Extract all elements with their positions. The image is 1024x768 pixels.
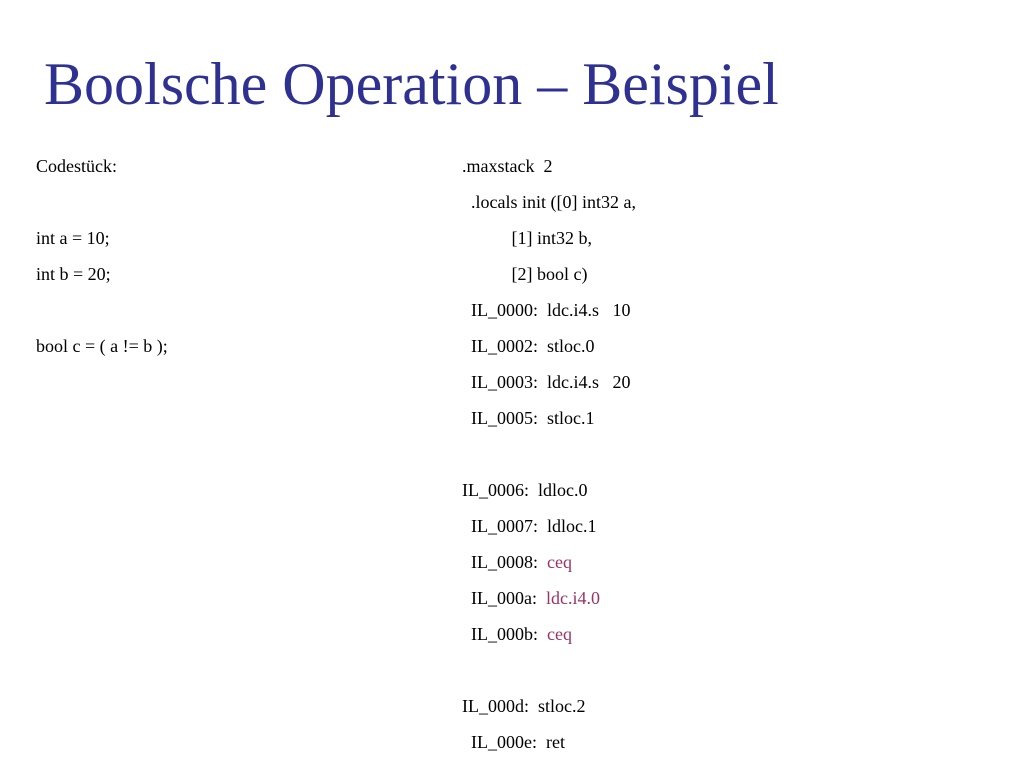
source-heading: Codestück: [36,156,117,176]
il-line-000b-label: IL_000b: [462,624,547,644]
blank-line [462,652,1002,688]
il-line-000a-label: IL_000a: [462,588,546,608]
il-line-0000: IL_0000: ldc.i4.s 10 [462,300,631,320]
il-line-0008-op: ceq [547,552,572,572]
blank-line [462,436,1002,472]
il-locals-2: [2] bool c) [462,264,588,284]
il-line-000a-op: ldc.i4.0 [545,588,600,608]
slide-title: Boolsche Operation – Beispiel [44,51,779,117]
source-code-column [36,148,436,364]
source-line-b: int b = 20; [36,264,111,284]
blank-line [36,184,436,220]
il-line-0008-label: IL_0008: [462,552,547,572]
il-line-000a [462,580,1002,616]
il-line-000d: IL_000d: stloc.2 [462,696,586,716]
il-code-column [462,148,1002,760]
il-line-000b-op: ceq [547,624,572,644]
il-locals-0: .locals init ([0] int32 a, [462,192,636,212]
il-line-0003: IL_0003: ldc.i4.s 20 [462,372,631,392]
il-line-0008 [462,544,1002,580]
il-maxstack: .maxstack 2 [462,156,553,176]
il-line-0006: IL_0006: ldloc.0 [462,480,588,500]
il-line-000b [462,616,1002,652]
il-line-000e: IL_000e: ret [462,732,565,752]
blank-line [36,292,436,328]
il-line-0002: IL_0002: stloc.0 [462,336,595,356]
source-line-a: int a = 10; [36,228,110,248]
il-line-0007: IL_0007: ldloc.1 [462,516,597,536]
source-line-c: bool c = ( a != b ); [36,336,168,356]
il-locals-1: [1] int32 b, [462,228,592,248]
il-line-0005: IL_0005: stloc.1 [462,408,595,428]
